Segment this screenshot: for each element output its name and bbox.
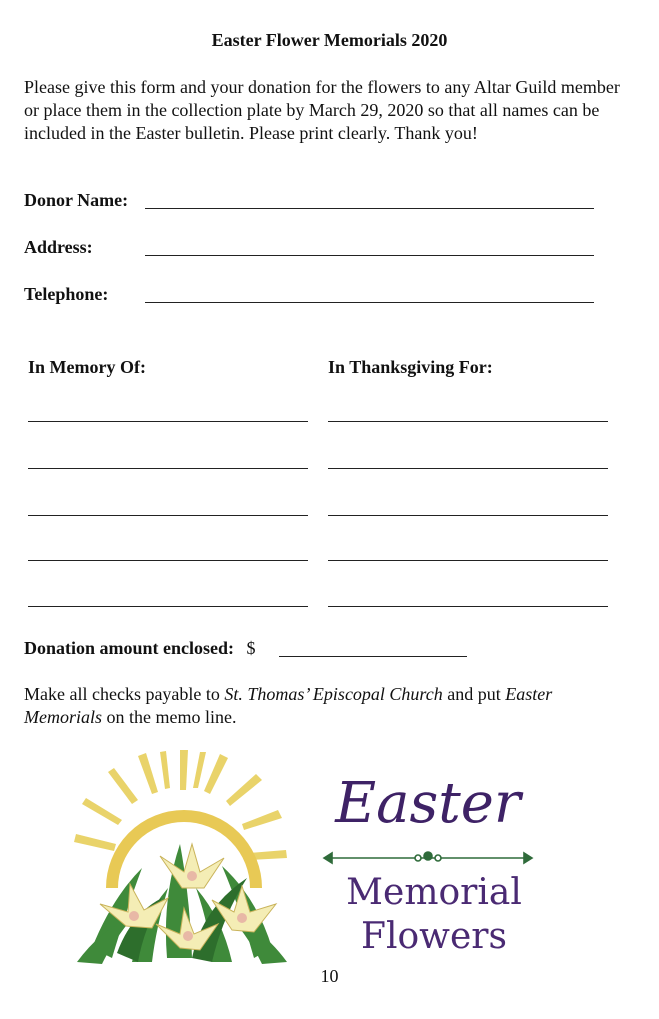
lily-center xyxy=(187,871,197,881)
address-line[interactable] xyxy=(145,255,594,256)
sun-ray xyxy=(204,754,228,794)
logo-memorial-text: Memorial xyxy=(346,872,522,913)
checks-memo: Easter Memorials xyxy=(24,684,553,727)
checks-middle: and put xyxy=(442,684,506,704)
lily-center xyxy=(237,913,247,923)
donation-label: Donation amount enclosed: xyxy=(24,638,235,658)
checks-paragraph xyxy=(24,683,634,729)
sun-ray xyxy=(180,750,188,790)
thanksgiving-line[interactable] xyxy=(328,606,608,607)
logo-flowers-text: Flowers xyxy=(361,916,507,956)
lily-sunburst-illustration xyxy=(72,748,292,964)
checks-payee: St. Thomas’ Episcopal Church xyxy=(224,684,443,704)
memory-line[interactable] xyxy=(28,606,308,607)
thanksgiving-line[interactable] xyxy=(328,468,608,469)
sun-ray xyxy=(138,753,158,794)
checks-suffix: on the memo line. xyxy=(102,707,237,727)
lily-center xyxy=(129,911,139,921)
lily-flower xyxy=(160,844,224,888)
checks-prefix: Make all checks payable to xyxy=(24,684,225,704)
donation-row xyxy=(24,638,256,659)
easter-memorial-flowers-logo xyxy=(316,756,546,956)
memory-line[interactable] xyxy=(28,560,308,561)
sun-ray xyxy=(160,751,170,789)
memory-line[interactable] xyxy=(28,468,308,469)
memory-line[interactable] xyxy=(28,421,308,422)
currency-symbol: $ xyxy=(246,638,256,658)
flourish-divider xyxy=(324,852,532,863)
sun-ray xyxy=(193,752,206,788)
logo-easter-text: Easter xyxy=(335,771,521,836)
memory-line[interactable] xyxy=(28,515,308,516)
in-thanksgiving-for-heading: In Thanksgiving For: xyxy=(328,357,493,377)
sun-ray xyxy=(242,810,282,830)
instructions-paragraph: Please give this form and your donation for the flowers to any Altar Guild member or place them in the collection plate by March 29, 2020 so that all names can be included in the Easter bulletin. Please print clearly. Thank you! xyxy=(24,77,620,143)
telephone-label: Telephone: xyxy=(24,284,109,304)
donor-name-label: Donor Name: xyxy=(24,190,129,210)
sun-ray xyxy=(82,798,122,825)
telephone-line[interactable] xyxy=(145,302,594,303)
in-memory-of-heading: In Memory Of: xyxy=(28,357,146,377)
thanksgiving-line[interactable] xyxy=(328,515,608,516)
sun-ray xyxy=(226,774,262,806)
lily-center xyxy=(183,931,193,941)
page-number: 10 xyxy=(320,966,339,986)
thanksgiving-line[interactable] xyxy=(328,560,608,561)
sun-ray xyxy=(74,834,116,851)
donor-name-line[interactable] xyxy=(145,208,594,209)
address-label: Address: xyxy=(24,237,93,257)
donation-amount-line[interactable] xyxy=(279,656,467,657)
sun-ray xyxy=(108,768,138,804)
thanksgiving-line[interactable] xyxy=(328,421,608,422)
page-title: Easter Flower Memorials 2020 xyxy=(211,30,448,50)
